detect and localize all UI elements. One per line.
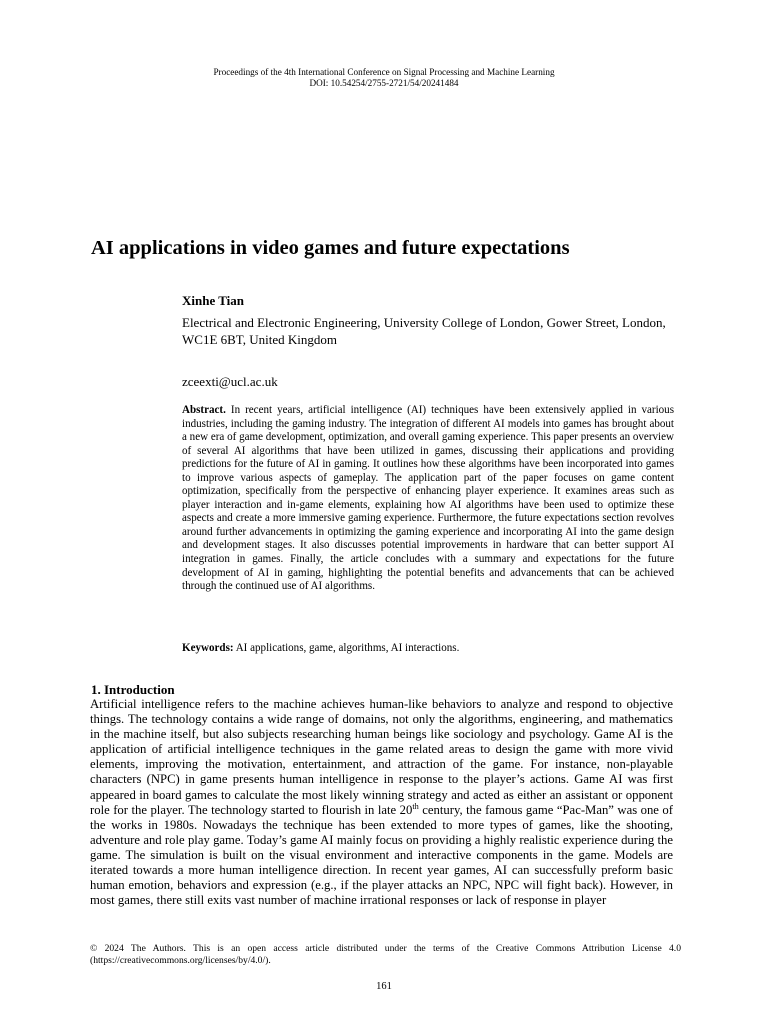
abstract-label: Abstract. bbox=[182, 404, 226, 416]
introduction-body bbox=[90, 697, 673, 908]
keywords-text: AI applications, game, algorithms, AI interactions. bbox=[235, 642, 460, 654]
author-affiliation: Electrical and Electronic Engineering, University College of London, Gower Street, London, WC1E 6BT, United Kingdom bbox=[182, 315, 666, 347]
intro-text-part2: century, the famous game “Pac-Man” was one of the works in 1980s. Nowadays the technique has been extended to more types of games, like the shooting, adventure and role play game. Today’s game AI mainly focus on providing a highly realistic experience during the game. The simulation is built on the visual environment and interactive components in the game. Models are iterated towards a more human intelligence direction. In recent year games, AI can successfully preform basic human emotion, behaviors and expression (e.g., if the player attacks an NPC, NPC will fight back). However, in most games, there still exits vast number of machine irrational responses or lack of response in player bbox=[90, 802, 673, 908]
intro-superscript: th bbox=[412, 801, 419, 811]
doi-header: DOI: 10.54254/2755-2721/54/20241484 bbox=[309, 78, 459, 88]
page-number: 161 bbox=[376, 981, 392, 992]
abstract-text: In recent years, artificial intelligence (AI) techniques have been extensively applied in various industries, including the gaming industry. The integration of different AI models into games has brought about a new era of game development, optimization, and overall gaming experience. This paper presents an overview of several AI algorithms that have been utilized in games, discussing their applications and providing predictions for the future of AI in gaming. It outlines how these algorithms have been incorporated into games to improve various aspects of gameplay. The application part of the paper focuses on game content optimization, specifically from the perspective of enhancing player experience. It examines areas such as player interaction and in-game elements, explaining how AI algorithms have been used to optimize these aspects and create a more immersive gaming experience. Furthermore, the future expectations section revolves around further advancements in optimizing the gaming experience and incorporating AI into the game design and development stages. It also discusses potential improvements in hardware that can better support AI integration in games. Finally, the article concludes with a summary and expectations for the future development of AI in gaming, highlighting the potential benefits and advancements that can be achieved through the continued use of AI algorithms. bbox=[182, 404, 675, 593]
section-heading-introduction: 1. Introduction bbox=[91, 682, 175, 697]
author-email[interactable]: zceexti@ucl.ac.uk bbox=[182, 374, 278, 389]
proceedings-header: Proceedings of the 4th International Conference on Signal Processing and Machine Learning bbox=[213, 67, 555, 77]
license-footnote: © 2024 The Authors. This is an open access article distributed under the terms of the Creative Commons Attribution License 4.0 (https://creativecommons.org/licenses/by/4.0/). bbox=[90, 943, 681, 966]
keywords bbox=[182, 641, 674, 655]
author-name: Xinhe Tian bbox=[182, 293, 245, 308]
paper-title: AI applications in video games and future expectations bbox=[91, 237, 570, 259]
abstract bbox=[182, 404, 674, 594]
intro-text-part1: Artificial intelligence refers to the machine achieves human-like behaviors to analyze and respond to objective things. The technology contains a wide range of domains, not only the algorithms, engineering, and mathematics in the machine itself, but also subjects researching human beings like sociology and psychology. Game AI is the application of artificial intelligence techniques in the game related areas to design the game with more vivid elements, improving the motivation, entertainment, and attraction of the game. For instance, non-playable characters (NPC) in game presents human intelligence in response to the player’s actions. Game AI was first appeared in board games to calculate the most likely winning strategy and acted as either an assistant or opponent role for the player. The technology started to flourish in late 20 bbox=[90, 697, 673, 817]
keywords-label: Keywords: bbox=[182, 642, 234, 654]
